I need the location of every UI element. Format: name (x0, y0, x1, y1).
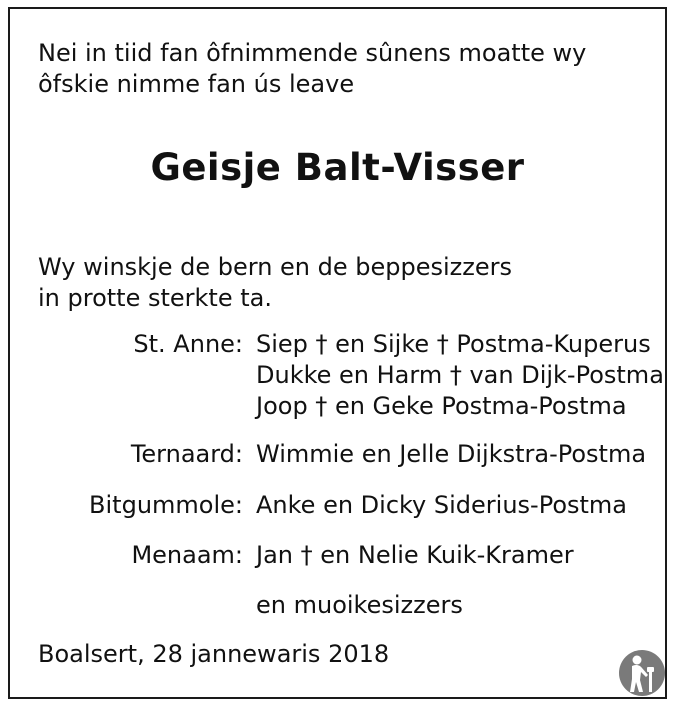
family-place-st-anne: St. Anne: (133, 330, 243, 358)
wish-line-1: Wy winskje de bern en de beppesizzers (38, 253, 512, 281)
deceased-name: Geisje Balt-Visser (150, 146, 525, 189)
intro-line-1: Nei in tiid fan ôfnimmende sûnens moatte wy (38, 39, 587, 67)
intro-line-2: ôfskie nimme fan ús leave (38, 70, 355, 98)
family-place-menaam: Menaam: (131, 541, 243, 569)
death-notice-card (8, 7, 667, 699)
wish-line-2: in protte sterkte ta. (38, 284, 272, 312)
family-name: Wimmie en Jelle Dijkstra-Postma (256, 440, 647, 468)
nephews-nieces-line: en muoikesizzers (256, 591, 463, 619)
family-name: Siep † en Sijke † Postma-Kuperus (256, 330, 651, 358)
family-name: Dukke en Harm † van Dijk-Postma (256, 361, 664, 389)
place-date: Boalsert, 28 jannewaris 2018 (38, 640, 390, 668)
family-place-ternaard: Ternaard: (130, 440, 243, 468)
family-name: Anke en Dicky Siderius-Postma (256, 491, 628, 519)
memorial-figure-icon (618, 649, 666, 697)
family-name: Jan † en Nelie Kuik-Kramer (256, 541, 574, 569)
family-name: Joop † en Geke Postma-Postma (256, 392, 627, 420)
family-place-bitgummole: Bitgummole: (89, 491, 243, 519)
